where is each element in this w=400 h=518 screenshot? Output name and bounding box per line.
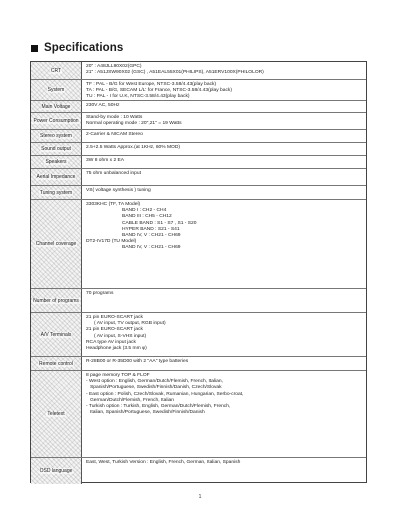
spec-label: Tuning system — [39, 189, 73, 196]
spec-label-cell — [31, 186, 82, 199]
spec-value-line: 20" : A48JLL90X02(GPC) — [86, 64, 142, 69]
spec-value-cell — [86, 291, 363, 297]
spec-value-cell — [86, 132, 363, 138]
spec-label-cell — [31, 156, 82, 168]
spec-row — [31, 142, 366, 155]
spec-value-line: 230V AC, 50Hz — [86, 103, 120, 108]
spec-value-cell — [86, 82, 363, 101]
spec-value-line: Spanish/Portuguese, Swedish/Finnish/Danish, Czech/Slovak — [90, 385, 222, 391]
spec-row — [31, 79, 366, 100]
spec-value-line: 3303KHC (TF, TA Model) — [86, 202, 141, 207]
spec-value-cell — [86, 145, 363, 151]
spec-label-cell — [31, 313, 82, 356]
spec-row — [31, 62, 366, 79]
spec-label: Speakers — [45, 159, 67, 165]
spec-label: Power Consumption — [33, 118, 79, 124]
spec-value-cell — [86, 171, 363, 177]
spec-value-cell — [86, 188, 363, 194]
spec-label: Channel coverage — [35, 241, 77, 247]
spec-label-cell — [31, 143, 82, 155]
page-number: 1 — [198, 494, 202, 500]
spec-value-line: - Turkish option : Turkish, English, German/Dutch/Flemish, French, — [86, 404, 231, 410]
spec-row — [31, 112, 366, 129]
section-title: Specifications — [44, 42, 124, 54]
spec-label: OSD language — [39, 468, 73, 474]
spec-label-cell — [31, 113, 82, 129]
spec-row — [31, 356, 366, 370]
spec-row — [31, 199, 366, 288]
spec-label-cell — [31, 200, 82, 288]
spec-value-line: BAND I : CH2 - CH4 — [122, 208, 167, 214]
spec-value-line: BAND IV, V : CH21 - CH69 — [122, 245, 181, 251]
spec-value-line: - East option : Polish, Czech/Slovak, Rumanian, Hungarian, Serbo-croat, — [86, 391, 244, 397]
section-heading — [31, 40, 123, 56]
spec-value-line: 75 ohm unbalanced input — [86, 171, 141, 176]
spec-value-line: - West option : English, German/Dutch/Flemish, French, Italian, — [86, 379, 223, 385]
spec-row — [31, 168, 366, 185]
spec-value-line: Normal operating mode : 20",21" = 19 Watts — [86, 121, 182, 127]
spec-value-cell — [86, 158, 363, 164]
spec-label: CRT — [50, 67, 62, 74]
spec-value-line: 21 pin EURO-SCART jack — [86, 327, 143, 333]
heading-bullet-square — [31, 45, 38, 52]
spec-row — [31, 370, 366, 457]
spec-value-line: VS( voltage synthesis ) tuning — [86, 188, 151, 193]
spec-label: Number of programs — [33, 297, 79, 304]
spec-value-line: HYPER BAND : S21 - S41 — [122, 226, 180, 232]
spec-value-cell — [86, 460, 363, 466]
spec-value-line: 21" : A51JSW90X02 (GSC) , A51EAL55X01(PHILIPS), A51ERV100X(PHILOLOR) — [86, 70, 264, 76]
spec-label-cell — [31, 62, 82, 79]
spec-value-line: 2.5+2.5 Watts Approx.(at 1KHz, 60% MOD) — [86, 145, 181, 150]
spec-row — [31, 100, 366, 112]
spec-label: System — [47, 87, 65, 93]
spec-label-cell — [31, 289, 82, 312]
spec-value-line: 8 page memory TOP & FLOF — [86, 373, 150, 378]
spec-label: Aerial Impedance — [36, 174, 76, 180]
spec-label: A/V Terminals — [40, 331, 72, 338]
spec-value-line: TA : PAL - B/G, SECAM L/L' for France, NTSC-3.58/4.43(play back) — [86, 88, 232, 94]
spec-row — [31, 288, 366, 312]
spec-value-line: BAND IV, V : CH21 - CH69 — [122, 233, 181, 239]
spec-value-line: 3W 8 ohm x 2 EA — [86, 158, 125, 163]
spec-value-line: BAND III : CH5 - CH12 — [122, 214, 172, 220]
spec-label-cell — [31, 371, 82, 457]
spec-value-line: ( AV input, TV output, RGB input) — [94, 321, 166, 327]
spec-label-cell — [31, 130, 82, 142]
spec-label: Main Voltage — [41, 103, 71, 110]
spec-value-line: DT2-IV17D (TU Model) — [86, 239, 137, 245]
spec-value-line: East, West, Turkish Version : English, French, German, Italian, Spanish — [86, 460, 241, 465]
spec-row — [31, 457, 366, 484]
spec-value-cell — [86, 359, 363, 365]
spec-value-line: RCA type AV input jack — [86, 339, 136, 345]
spec-label: Stereo system — [40, 133, 72, 139]
specifications-table — [30, 61, 367, 483]
spec-label-cell — [31, 80, 82, 100]
spec-value-cell — [86, 373, 363, 416]
spec-value-line: R-28B00 or R-35D00 with 2 "AA" type batteries — [86, 359, 189, 364]
spec-value-line: German/Dutch/Flemish, French, Italian — [90, 397, 174, 403]
spec-value-line: Italian, Spanish/Portuguese, Swedish/Finnish/Danish — [90, 410, 205, 416]
spec-value-line: 21 pin EURO-SCART jack — [86, 315, 143, 320]
spec-label-cell — [31, 101, 82, 112]
spec-value-line: TU : PAL - I for U.K, NTSC-3.58/4.43(play back) — [86, 94, 190, 100]
spec-label: Sound output — [41, 146, 71, 152]
spec-value-cell — [86, 202, 363, 252]
spec-row — [31, 155, 366, 168]
spec-value-line: ( AV input, S-VHS input) — [94, 333, 147, 339]
spec-value-line: Stand-by mode : 10 Watts — [86, 115, 143, 120]
spec-value-line: Headphone jack (3.5 mm φ) — [86, 346, 147, 352]
spec-value-line: CABLE BAND : S1 - S7 , S1 - S20 — [122, 220, 197, 226]
spec-value-line: TF : PAL - B/G for West Europe, NTSC-3.58/4.43(play back) — [86, 82, 217, 87]
spec-label: Teletext — [47, 411, 65, 417]
spec-label-cell — [31, 169, 82, 185]
spec-value-cell — [86, 64, 363, 76]
spec-value-line: 2-Carrier & NICAM Stereo — [86, 132, 143, 137]
spec-row — [31, 312, 366, 356]
spec-row — [31, 185, 366, 199]
spec-value-cell — [86, 103, 363, 109]
spec-row — [31, 129, 366, 142]
spec-value-cell — [86, 315, 363, 352]
spec-value-cell — [86, 115, 363, 127]
spec-label-cell — [31, 458, 82, 484]
spec-label-cell — [31, 357, 82, 370]
spec-value-line: 70 programs — [86, 291, 114, 296]
spec-label: Remote control — [39, 360, 73, 367]
